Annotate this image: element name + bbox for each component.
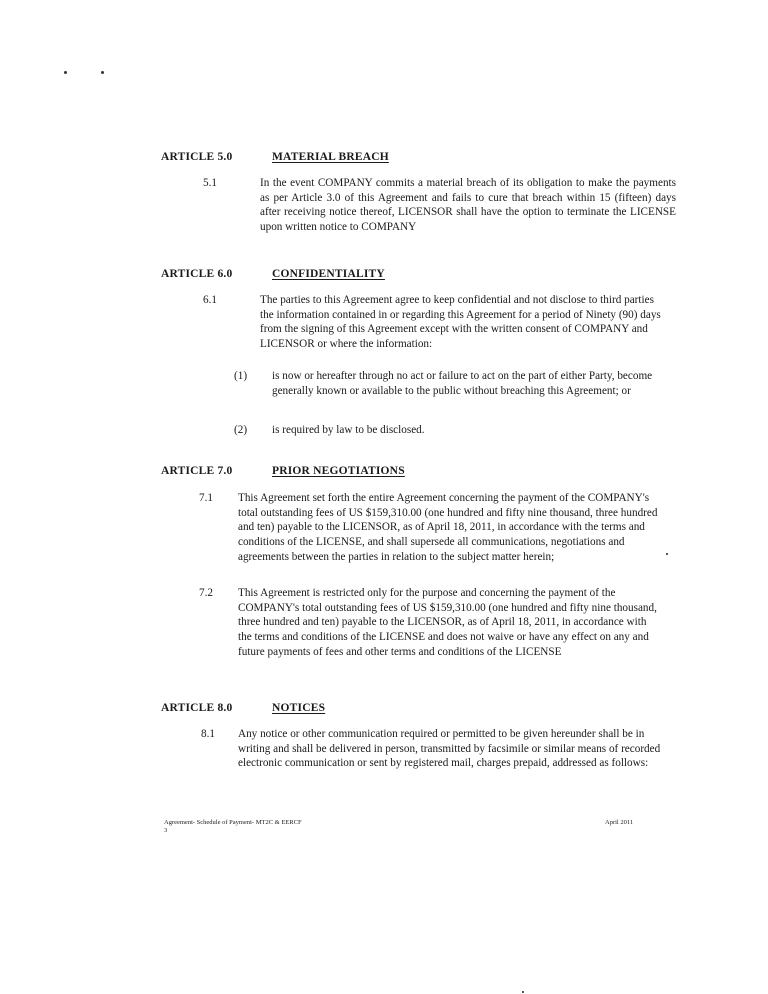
- footer-document-info: [164, 819, 302, 835]
- article-heading: [161, 151, 389, 163]
- sub-item-number: (2): [234, 424, 248, 436]
- clause: [203, 176, 676, 235]
- article-heading: [161, 702, 325, 714]
- article-number: ARTICLE 5.0: [161, 151, 233, 163]
- sub-item-number: (1): [234, 370, 248, 382]
- clause-number: 6.1: [203, 294, 217, 306]
- sub-item: [234, 423, 679, 438]
- scan-speck: [101, 71, 104, 74]
- article-heading: [161, 465, 405, 477]
- clause-text: This Agreement is restricted only for the purpose and concerning the payment of the COMPANY's total outstanding fees of US $159,310.00 (one hundred and fifty nine thousand, three hundred and ten) payable to the LICENSOR, as of April 18, 2011, in accordance with the terms and conditions of the LICENSE and does not waive or have any effect on any and future payments of fees and other terms and conditions of the LICENSE: [238, 587, 657, 658]
- clause-text: Any notice or other communication required or permitted to be given hereunder shall be in writing and shall be delivered in person, transmitted by facsimile or similar means of recorded electronic communication or sent by registered mail, charges prepaid, addressed as follows:: [238, 728, 661, 770]
- clause-text: This Agreement set forth the entire Agreement concerning the payment of the COMPANY's total outstanding fees of US $159,310.00 (one hundred and fifty nine thousand, three hundred and ten) payable to the LICENSOR, as of April 18, 2011, in accordance with the terms and conditions of the LICENSE, and shall supersede all communications, negotiations and agreements between the parties in relation to the subject matter herein;: [238, 492, 658, 563]
- article-number: ARTICLE 8.0: [161, 702, 233, 714]
- footer-title: Agreement- Schedule of Payment- MT2C & EERCF: [164, 819, 302, 826]
- clause: [203, 293, 663, 352]
- article-heading: [161, 268, 385, 280]
- clause-number: 5.1: [203, 177, 217, 189]
- clause: [201, 727, 667, 771]
- sub-item-text: is now or hereafter through no act or failure to act on the part of either Party, become generally known or available to the public without breaching this Agreement; or: [272, 370, 653, 397]
- article-title: MATERIAL BREACH: [272, 151, 389, 163]
- sub-item: [234, 369, 679, 398]
- scan-speck: [522, 991, 524, 993]
- sub-item-text: is required by law to be disclosed.: [272, 424, 425, 436]
- article-title: CONFIDENTIALITY: [272, 268, 385, 280]
- scan-speck: [64, 71, 67, 74]
- clause-number: 7.1: [199, 492, 213, 504]
- article-title: PRIOR NEGOTIATIONS: [272, 465, 405, 477]
- article-number: ARTICLE 6.0: [161, 268, 233, 280]
- footer-page-number: 3: [164, 827, 168, 834]
- clause-text: The parties to this Agreement agree to keep confidential and not disclose to third parties the information contained in or regarding this Agreement for a period of Ninety (90) days from the signing of this Agreement except with the written consent of COMPANY and LICENSOR or where the information:: [260, 294, 661, 351]
- footer-date: April 2011: [605, 819, 634, 826]
- clause-text: In the event COMPANY commits a material breach of its obligation to make the payments as per Article 3.0 of this Agreement and fails to cure that breach within 15 (fifteen) days after receiving notice thereof, LICENSOR shall have the option to terminate the LICENSE upon written notice to COMPANY: [260, 177, 676, 234]
- scan-speck: [666, 553, 668, 555]
- clause-number: 8.1: [201, 728, 215, 740]
- clause: [199, 491, 659, 565]
- clause-number: 7.2: [199, 587, 213, 599]
- article-number: ARTICLE 7.0: [161, 465, 233, 477]
- clause: [199, 586, 661, 660]
- article-title: NOTICES: [272, 702, 326, 714]
